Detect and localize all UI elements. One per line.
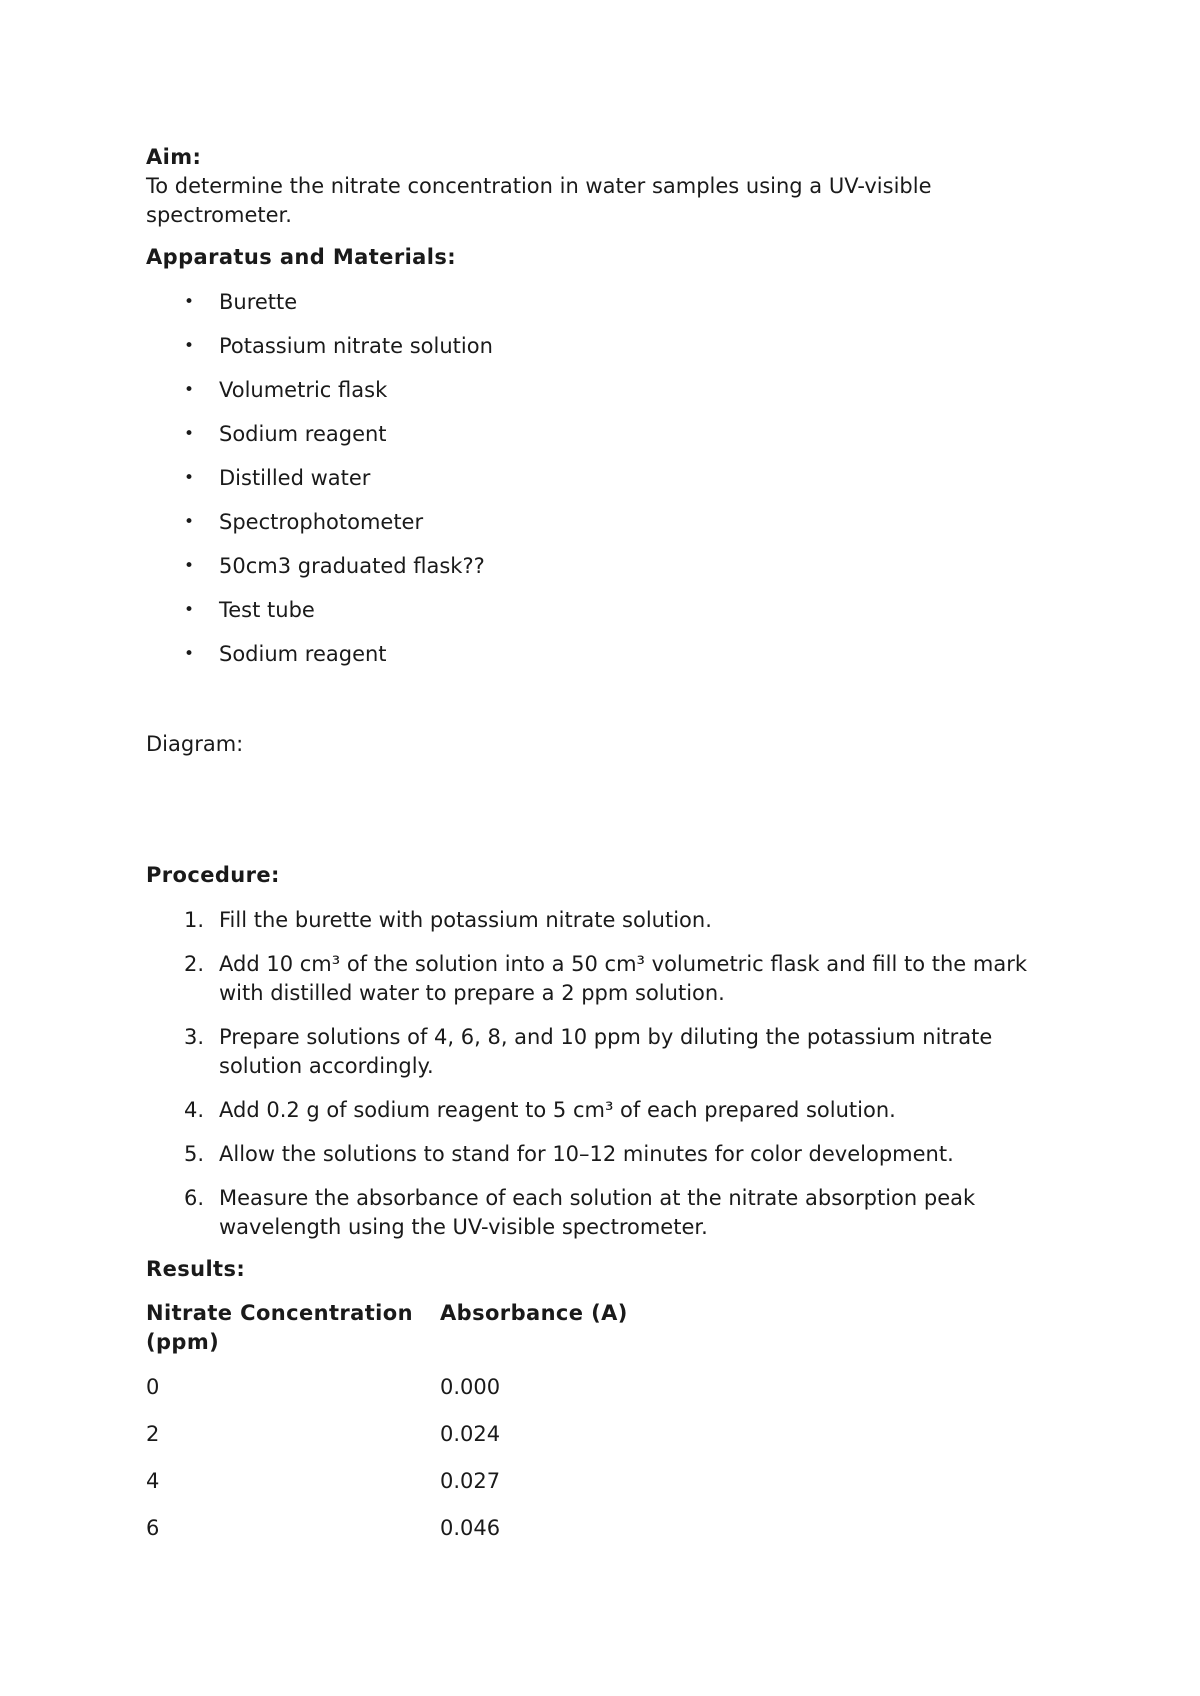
procedure-step: 6. Measure the absorbance of each solution at the nitrate absorption peak wavelength using the UV-visible spectrometer. <box>184 1186 976 1239</box>
bullet-icon: • <box>184 468 195 488</box>
procedure-step: 3. Prepare solutions of 4, 6, 8, and 10 ppm by diluting the potassium nitrate solution accordingly. <box>184 1025 993 1078</box>
list-item: • Sodium reagent <box>146 640 1066 669</box>
table-row <box>146 1514 640 1561</box>
apparatus-heading: Apparatus and Materials: <box>146 245 457 269</box>
procedure-steps <box>146 906 1066 1242</box>
bullet-icon: • <box>184 644 195 664</box>
list-item: • Burette <box>146 288 1066 317</box>
table-cell: 6 <box>146 1516 160 1540</box>
table-cell: 2 <box>146 1422 160 1446</box>
procedure-step: 5. Allow the solutions to stand for 10–12 minutes for color development. <box>184 1142 954 1166</box>
table-cell: 0.024 <box>440 1422 501 1446</box>
bullet-icon: • <box>184 600 195 620</box>
list-item: • Volumetric flask <box>146 376 1066 405</box>
aim-heading: Aim: <box>146 145 202 169</box>
materials-list <box>146 288 1066 669</box>
table-cell: 0.027 <box>440 1469 501 1493</box>
table-row <box>146 1467 640 1514</box>
table-cell: 0.000 <box>440 1375 501 1399</box>
list-item: • Distilled water <box>146 464 1066 493</box>
list-item: • Spectrophotometer <box>146 508 1066 537</box>
bullet-icon: • <box>184 424 195 444</box>
list-item: • Sodium reagent <box>146 420 1066 449</box>
table-cell: 0 <box>146 1375 160 1399</box>
table-row <box>146 1420 640 1467</box>
bullet-icon: • <box>184 512 195 532</box>
bullet-icon: • <box>184 336 195 356</box>
table-row <box>146 1373 640 1420</box>
column-header-concentration: Nitrate Concentration (ppm) <box>146 1301 413 1354</box>
list-item: • Potassium nitrate solution <box>146 332 1066 361</box>
bullet-icon: • <box>184 380 195 400</box>
aim-text: To determine the nitrate concentration in water samples using a UV-visible spectrometer. <box>146 174 932 227</box>
results-table <box>146 1299 640 1561</box>
table-cell: 4 <box>146 1469 160 1493</box>
table-cell: 0.046 <box>440 1516 501 1540</box>
diagram-label: Diagram: <box>146 732 244 756</box>
procedure-step: 1. Fill the burette with potassium nitrate solution. <box>184 908 712 932</box>
table-header-row <box>146 1299 640 1373</box>
bullet-icon: • <box>184 556 195 576</box>
list-item: • 50cm3 graduated flask?? <box>146 552 1066 581</box>
procedure-step: 2. Add 10 cm³ of the solution into a 50 cm³ volumetric flask and fill to the mark with distilled water to prepare a 2 ppm solution. <box>184 952 1028 1005</box>
bullet-icon: • <box>184 292 195 312</box>
results-heading: Results: <box>146 1257 246 1281</box>
column-header-absorbance: Absorbance (A) <box>440 1301 628 1325</box>
document-page <box>146 143 1066 1561</box>
list-item: • Test tube <box>146 596 1066 625</box>
procedure-step: 4. Add 0.2 g of sodium reagent to 5 cm³ of each prepared solution. <box>184 1098 896 1122</box>
procedure-heading: Procedure: <box>146 863 280 887</box>
